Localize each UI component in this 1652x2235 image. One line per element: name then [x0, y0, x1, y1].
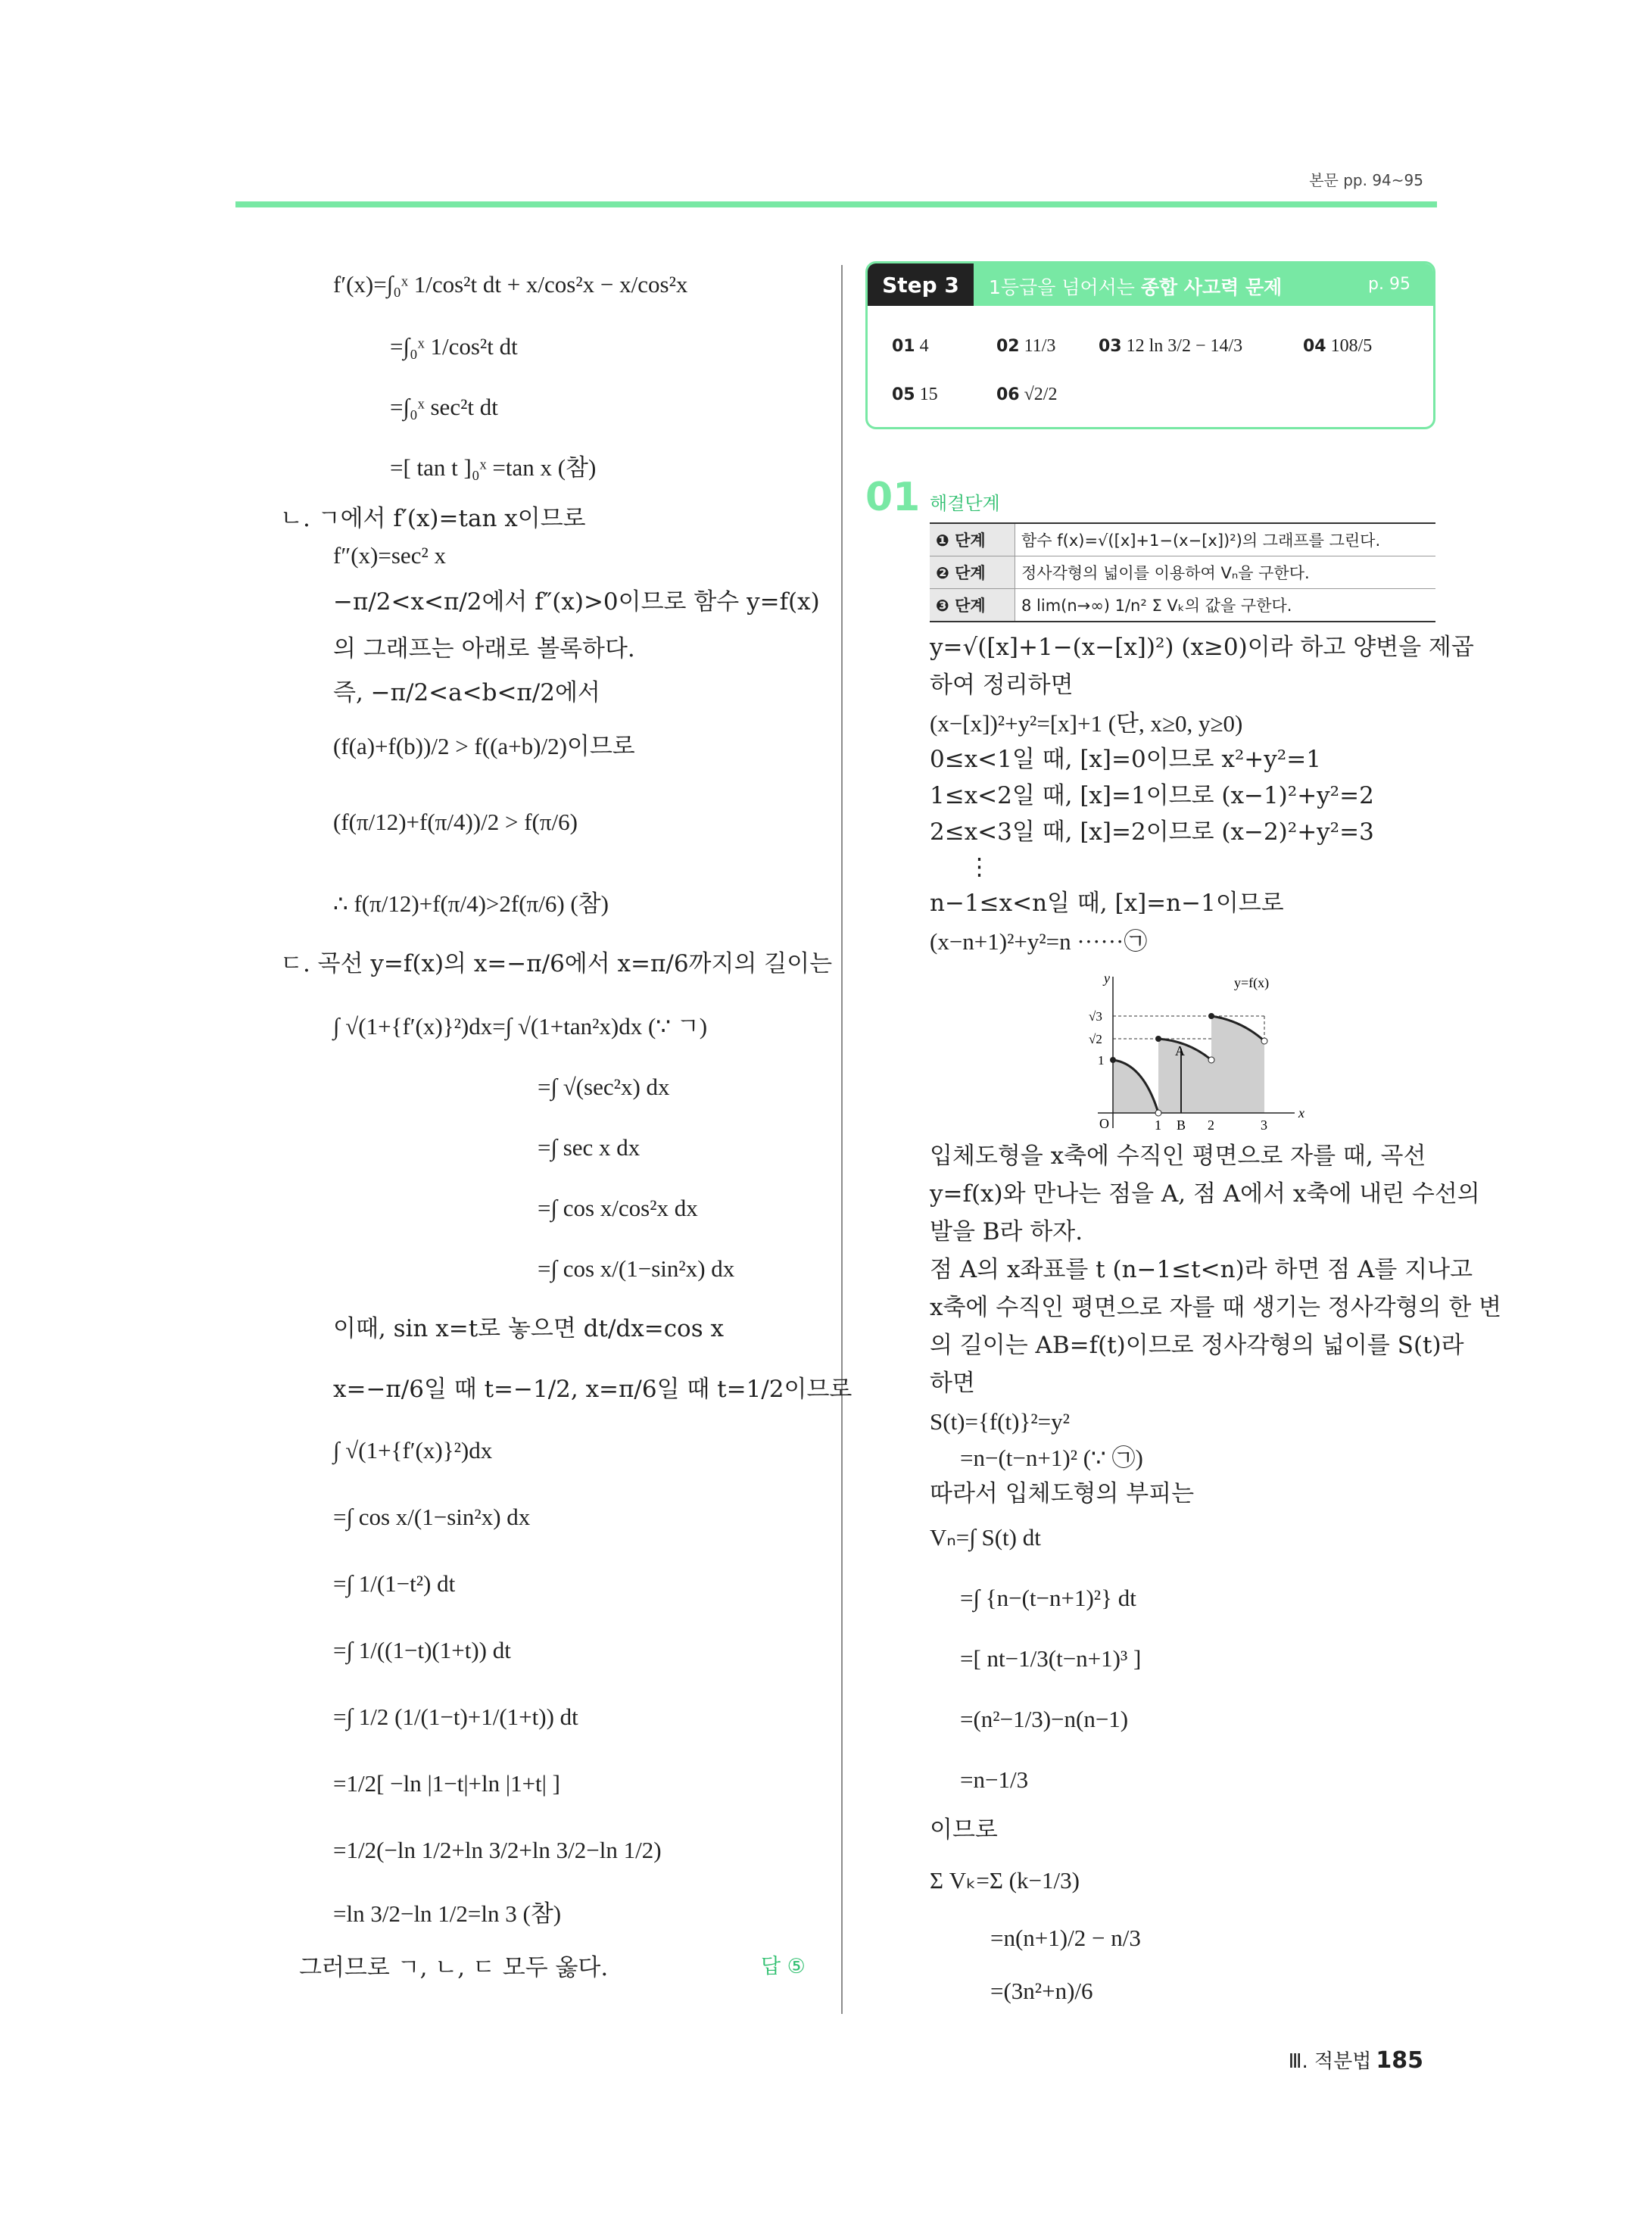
math-line: (f(π/12)+f(π/4))/2 > f(π/6): [333, 809, 578, 835]
answer-value: 4: [919, 336, 929, 356]
step-text: 8 lim(n→∞) 1/n² Σ Vₖ의 값을 구한다.: [1015, 589, 1436, 622]
math-line: =∫ 1/2 (1/(1−t)+1/(1+t)) dt: [333, 1704, 578, 1730]
point-open: [1208, 1057, 1214, 1063]
math-line: (x−n+1)²+y²=n ······㉠: [930, 928, 1148, 955]
y-label: y: [1104, 971, 1110, 986]
answer-mark: 답 ⑤: [761, 1955, 806, 1978]
answer-value: 108/5: [1330, 336, 1373, 356]
text-line: 점 A의 x좌표를 t (n−1≤t<n)라 하면 점 A를 지나고: [930, 1256, 1473, 1283]
conclusion-line: 그러므로 ㄱ, ㄴ, ㄷ 모두 옳다.: [299, 1954, 609, 1981]
math-line: =[ tan t ]₀ˣ =tan x (참): [390, 454, 597, 481]
answer-number: 01: [892, 337, 915, 356]
step3-title-bold: 종합 사고력 문제: [1140, 276, 1283, 298]
math-line: =(3n²+n)/6: [990, 1978, 1093, 2004]
ellipsis: ⋮: [968, 853, 991, 881]
math-line: =∫₀ˣ sec²t dt: [390, 394, 498, 420]
step-row: [930, 523, 1435, 556]
x-label: x: [1298, 1105, 1304, 1121]
problem-number: 01: [865, 475, 921, 520]
math-line: =[ nt−1/3(t−n+1)³ ]: [960, 1645, 1142, 1672]
point-closed: [1208, 1013, 1214, 1019]
math-line: =ln 3/2−ln 1/2=ln 3 (참): [333, 1900, 562, 1927]
answer-value: √2/2: [1024, 385, 1058, 404]
math-line: =∫ {n−(t−n+1)²} dt: [960, 1585, 1136, 1611]
text-line: 하여 정리하면: [930, 672, 1074, 699]
header-rule: [235, 201, 1437, 207]
column-divider: [841, 265, 843, 2014]
step3-title: [989, 273, 1282, 300]
text-line: x=−π/6일 때 t=−1/2, x=π/6일 때 t=1/2이므로: [333, 1376, 852, 1403]
math-line: =∫ cos x/(1−sin²x) dx: [538, 1255, 735, 1282]
tick-x: B: [1177, 1118, 1186, 1133]
text-line: y=f(x)와 만나는 점을 A, 점 A에서 x축에 내린 수선의: [930, 1180, 1480, 1208]
page-reference: 본문 pp. 94~95: [1309, 171, 1423, 189]
point-closed: [1155, 1036, 1161, 1042]
text-line: 1≤x<2일 때, [x]=1이므로 (x−1)²+y²=2: [930, 782, 1374, 809]
tick-y: 1: [1098, 1053, 1105, 1068]
text-line: 하면: [930, 1370, 975, 1397]
math-line: (x−[x])²+y²=[x]+1 (단, x≥0, y≥0): [930, 710, 1243, 737]
answer-item: [1303, 335, 1372, 357]
step3-answer-box: [865, 261, 1435, 429]
text-line: n−1≤x<n일 때, [x]=n−1이므로: [930, 890, 1284, 917]
page-footer: [1289, 2046, 1423, 2074]
step3-title-pre: 1등급을 넘어서는: [989, 276, 1141, 298]
tick-y: √2: [1089, 1032, 1102, 1046]
text-line: 0≤x<1일 때, [x]=0이므로 x²+y²=1: [930, 746, 1321, 773]
tick-x: 2: [1208, 1118, 1214, 1133]
math-line: =∫ 1/(1−t²) dt: [333, 1570, 456, 1597]
point-closed: [1110, 1057, 1116, 1063]
chapter-label: Ⅲ. 적분법: [1288, 2050, 1372, 2073]
answer-item: [1099, 335, 1242, 357]
math-line: S(t)={f(t)}²=y²: [930, 1408, 1070, 1435]
math-line: Σ Vₖ=Σ (k−1/3): [930, 1867, 1080, 1894]
solution-steps-table: [930, 522, 1435, 622]
point-open: [1155, 1110, 1161, 1116]
page-number: 185: [1376, 2047, 1423, 2074]
curve-label: y=f(x): [1234, 975, 1270, 990]
math-line: =1/2[ −ln |1−t|+ln |1+t| ]: [333, 1770, 560, 1797]
math-line: f′(x)=∫₀ˣ 1/cos²t dt + x/cos²x − x/cos²x: [333, 271, 688, 298]
math-line: =∫ cos x/(1−sin²x) dx: [333, 1504, 531, 1530]
text-line: 따라서 입체도형의 부피는: [930, 1480, 1195, 1507]
text-line: y=√([x]+1−(x−[x])²) (x≥0)이라 하고 양변을 제곱: [930, 634, 1474, 661]
math-line: =(n²−1/3)−n(n−1): [960, 1706, 1129, 1732]
step3-tag: Step 3: [868, 263, 974, 306]
tick-x: 1: [1155, 1118, 1161, 1133]
math-line: f″(x)=sec² x: [333, 542, 446, 569]
origin-label: O: [1099, 1116, 1109, 1131]
answer-value: 11/3: [1024, 336, 1056, 356]
text-line: 의 그래프는 아래로 볼록하다.: [333, 635, 635, 662]
shaded-region: [1113, 1016, 1264, 1113]
math-line: ∫ √(1+{f′(x)}²)dx: [333, 1437, 493, 1464]
step-label: ❸ 단계: [930, 589, 1015, 622]
answer-item: [996, 335, 1055, 357]
answer-number: 06: [996, 385, 1020, 404]
point-open: [1261, 1038, 1267, 1044]
tick-x: 3: [1261, 1118, 1267, 1133]
point-a-label: A: [1175, 1043, 1185, 1058]
text-line: 의 길이는 AB=f(t)이므로 정사각형의 넓이를 S(t)라: [930, 1332, 1464, 1359]
answer-value: 12 ln 3/2 − 14/3: [1126, 336, 1243, 356]
text-line: −π/2<x<π/2에서 f″(x)>0이므로 함수 y=f(x): [333, 588, 820, 616]
text-line: x축에 수직인 평면으로 자를 때 생기는 정사각형의 한 변: [930, 1294, 1502, 1321]
text-line: 발을 B라 하자.: [930, 1218, 1083, 1245]
math-line: ∫ √(1+{f′(x)}²)dx=∫ √(1+tan²x)dx (∵ ㄱ): [333, 1013, 708, 1040]
answer-item: [892, 383, 938, 405]
math-line: =∫ 1/((1−t)(1+t)) dt: [333, 1637, 511, 1663]
math-line: (f(a)+f(b))/2 > f((a+b)/2)이므로: [333, 733, 635, 759]
step-row: [930, 556, 1435, 589]
answer-number: 03: [1099, 337, 1122, 356]
step-label: ❶ 단계: [930, 523, 1015, 556]
solution-steps-label: 해결단계: [930, 493, 1000, 514]
answer-number: 05: [892, 385, 915, 404]
answer-item: [892, 335, 929, 357]
answer-value: 15: [919, 385, 938, 404]
text-line: ㄷ. 곡선 y=f(x)의 x=−π/6에서 x=π/6까지의 길이는: [280, 950, 833, 977]
right-column: [930, 634, 1502, 2014]
step-text: 함수 f(x)=√([x]+1−(x−[x])²)의 그래프를 그린다.: [1015, 523, 1436, 556]
step-row: [930, 589, 1435, 622]
answer-number: 04: [1303, 337, 1326, 356]
text-line: ㄴ. ㄱ에서 f′(x)=tan x이므로: [280, 505, 586, 532]
step3-page: p. 95: [1368, 275, 1410, 294]
math-line: =∫ √(sec²x) dx: [538, 1074, 670, 1100]
function-graph: [1083, 969, 1310, 1136]
answer-number: 02: [996, 337, 1020, 356]
math-line: =n(n+1)/2 − n/3: [990, 1925, 1141, 1951]
step3-header: [868, 263, 1433, 306]
text-line: 2≤x<3일 때, [x]=2이므로 (x−2)²+y²=3: [930, 818, 1374, 846]
answer-item: [996, 383, 1057, 405]
text-line: 이므로: [930, 1816, 998, 1844]
text-line: 이때, sin x=t로 놓으면 dt/dx=cos x: [333, 1315, 724, 1342]
math-line: =1/2(−ln 1/2+ln 3/2+ln 3/2−ln 1/2): [333, 1837, 662, 1863]
math-line: =n−(t−n+1)² (∵ ㉠): [960, 1445, 1143, 1471]
math-line: ∴ f(π/12)+f(π/4)>2f(π/6) (참): [333, 890, 609, 917]
step-label: ❷ 단계: [930, 556, 1015, 589]
math-line: =∫₀ˣ 1/cos²t dt: [390, 333, 518, 360]
math-line: =∫ cos x/cos²x dx: [538, 1195, 698, 1221]
math-line: =n−1/3: [960, 1766, 1029, 1793]
math-line: Vₙ=∫ S(t) dt: [930, 1524, 1041, 1551]
left-column: [280, 257, 852, 1999]
step-text: 정사각형의 넓이를 이용하여 Vₙ을 구한다.: [1015, 556, 1436, 589]
text-line: 즉, −π/2<a<b<π/2에서: [333, 679, 600, 706]
math-line: =∫ sec x dx: [538, 1134, 641, 1161]
text-line: 입체도형을 x축에 수직인 평면으로 자를 때, 곡선: [930, 1142, 1426, 1170]
tick-y: √3: [1089, 1009, 1102, 1024]
